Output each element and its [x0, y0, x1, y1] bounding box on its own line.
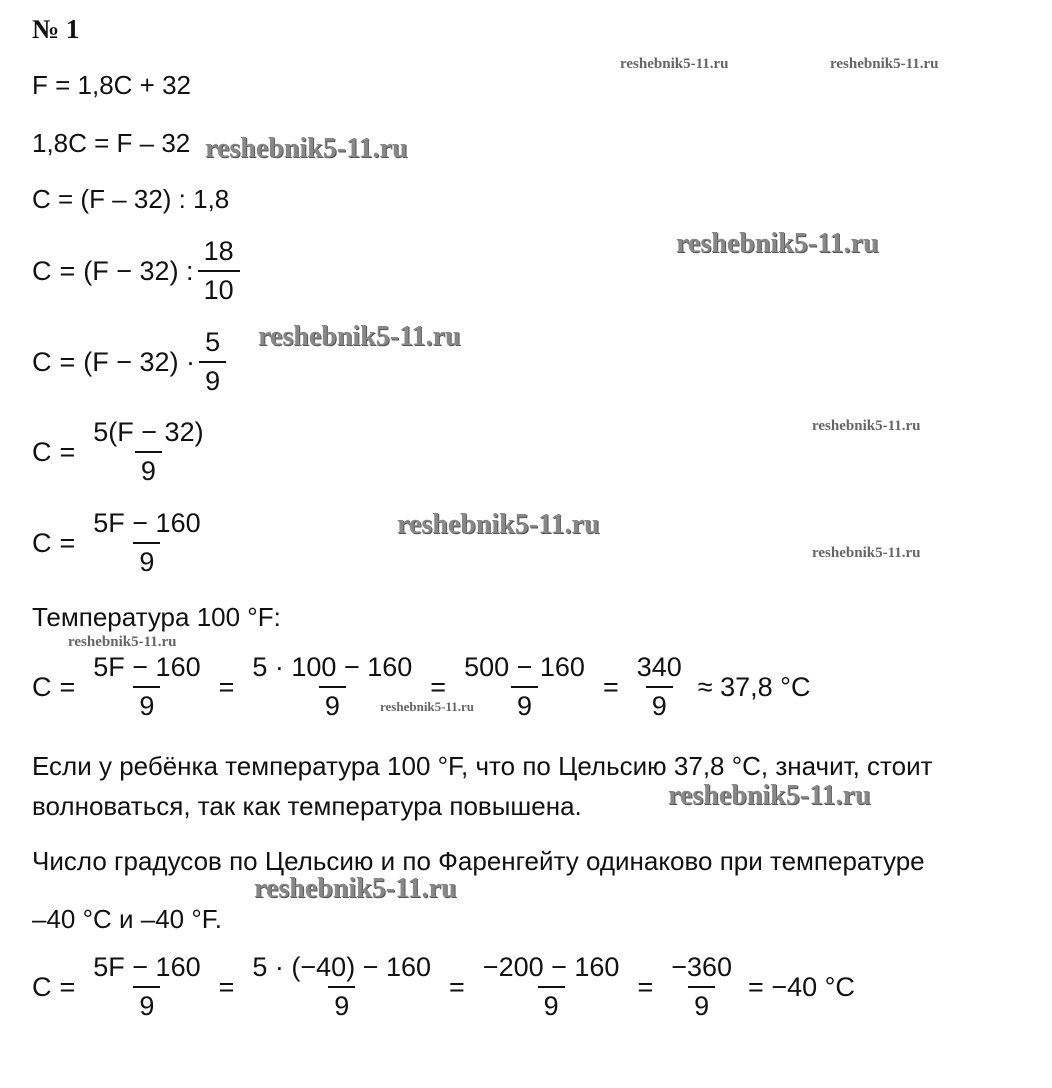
fraction-denominator: 9	[133, 542, 160, 578]
fraction	[458, 652, 591, 722]
equation-5-f-minus-32	[32, 417, 214, 487]
eq-lhs: C	[32, 527, 52, 558]
watermark: reshebnik5-11.ru	[668, 780, 871, 811]
fraction	[477, 952, 626, 1022]
fraction	[87, 508, 206, 578]
fraction-numerator: 500 − 160	[464, 652, 585, 682]
fraction-numerator: 5F − 160	[93, 508, 201, 538]
eq-expression: (F − 32) ·	[83, 346, 196, 377]
eq-lhs: C	[32, 346, 52, 377]
eq-expression: (F − 32) :	[83, 255, 194, 286]
fraction-denominator: 9	[133, 986, 160, 1022]
paragraph-equal-degrees-line-1: Число градусов по Цельсию и по Фаренгейту одинаково при температуре	[32, 846, 925, 876]
equation-fraction-18-10	[32, 236, 244, 306]
equation-5f-minus-160	[32, 508, 211, 578]
problem-number: № 1	[32, 14, 80, 44]
paragraph-conclusion: Если у ребёнка температура 100 °F, что по Цельсию 37,8 °C, значит, стоит волноваться, так как температура повышена.	[32, 751, 933, 821]
fraction-numerator: 340	[636, 652, 682, 682]
eq-sign: =	[59, 255, 76, 286]
watermark: reshebnik5-11.ru	[205, 133, 408, 164]
fraction-numerator: 5	[205, 327, 221, 357]
fraction	[246, 952, 437, 1022]
fraction-numerator: 5(F − 32)	[93, 417, 204, 447]
fraction	[199, 327, 226, 397]
fraction-denominator: 9	[646, 686, 673, 722]
equation-line-1: F = 1,8C + 32	[32, 70, 191, 100]
fraction-numerator: 5F − 160	[93, 952, 201, 982]
eq-sign: =	[602, 671, 619, 702]
fraction-numerator: −200 − 160	[482, 952, 620, 982]
watermark: reshebnik5-11.ru	[812, 418, 921, 434]
watermark: reshebnik5-11.ru	[830, 56, 939, 72]
watermark: reshebnik5-11.ru	[68, 634, 177, 650]
eq-sign: =	[218, 671, 235, 702]
equation-minus-40	[32, 952, 855, 1022]
watermark: reshebnik5-11.ru	[620, 56, 729, 72]
eq-lhs: C	[32, 971, 52, 1002]
eq-sign: =	[59, 527, 76, 558]
fraction-denominator: 9	[319, 686, 346, 722]
equation-line-3: C = (F – 32) : 1,8	[32, 184, 230, 214]
watermark: reshebnik5-11.ru	[380, 699, 475, 714]
eq-sign: =	[449, 971, 465, 1002]
equation-line-2: 1,8C = F – 32	[32, 128, 191, 158]
fraction	[198, 236, 240, 306]
fraction-numerator: 5 · 100 − 160	[252, 652, 413, 682]
fraction-numerator: 18	[203, 236, 234, 266]
watermark: reshebnik5-11.ru	[254, 873, 457, 904]
fraction-denominator: 9	[133, 686, 160, 722]
fraction	[87, 952, 206, 1022]
approx-result: ≈ 37,8 °C	[697, 671, 811, 702]
eq-lhs: C	[32, 671, 52, 702]
eq-sign: =	[218, 971, 235, 1002]
eq-lhs: C	[32, 436, 52, 467]
temperature-heading: Температура 100 °F:	[32, 602, 281, 632]
fraction-denominator: 9	[688, 986, 715, 1022]
fraction-denominator: 9	[511, 686, 538, 722]
watermark: reshebnik5-11.ru	[676, 228, 879, 259]
fraction-denominator: 9	[538, 986, 565, 1022]
eq-sign: =	[430, 671, 447, 702]
eq-sign: =	[59, 346, 76, 377]
fraction	[631, 652, 688, 722]
fraction-numerator: −360	[671, 952, 733, 982]
eq-sign: =	[59, 971, 76, 1002]
fraction	[87, 652, 206, 722]
fraction-denominator: 10	[198, 270, 240, 306]
eq-lhs: C	[32, 255, 52, 286]
fraction	[665, 952, 738, 1022]
fraction-numerator: 5 · (−40) − 160	[252, 952, 432, 982]
equation-fraction-5-9	[32, 327, 230, 397]
eq-sign: =	[59, 436, 76, 467]
fraction-denominator: 9	[199, 361, 226, 397]
eq-sign: =	[59, 671, 76, 702]
paragraph-equal-degrees-line-2: –40 °C и –40 °F.	[32, 904, 222, 934]
fraction-numerator: 5F − 160	[93, 652, 201, 682]
fraction	[87, 417, 209, 487]
eq-sign: =	[637, 971, 654, 1002]
watermark: reshebnik5-11.ru	[258, 321, 461, 352]
watermark: reshebnik5-11.ru	[812, 545, 921, 561]
watermark: reshebnik5-11.ru	[397, 509, 600, 540]
final-result: = −40 °C	[748, 971, 855, 1002]
fraction-denominator: 9	[328, 986, 355, 1022]
fraction-denominator: 9	[135, 451, 162, 487]
